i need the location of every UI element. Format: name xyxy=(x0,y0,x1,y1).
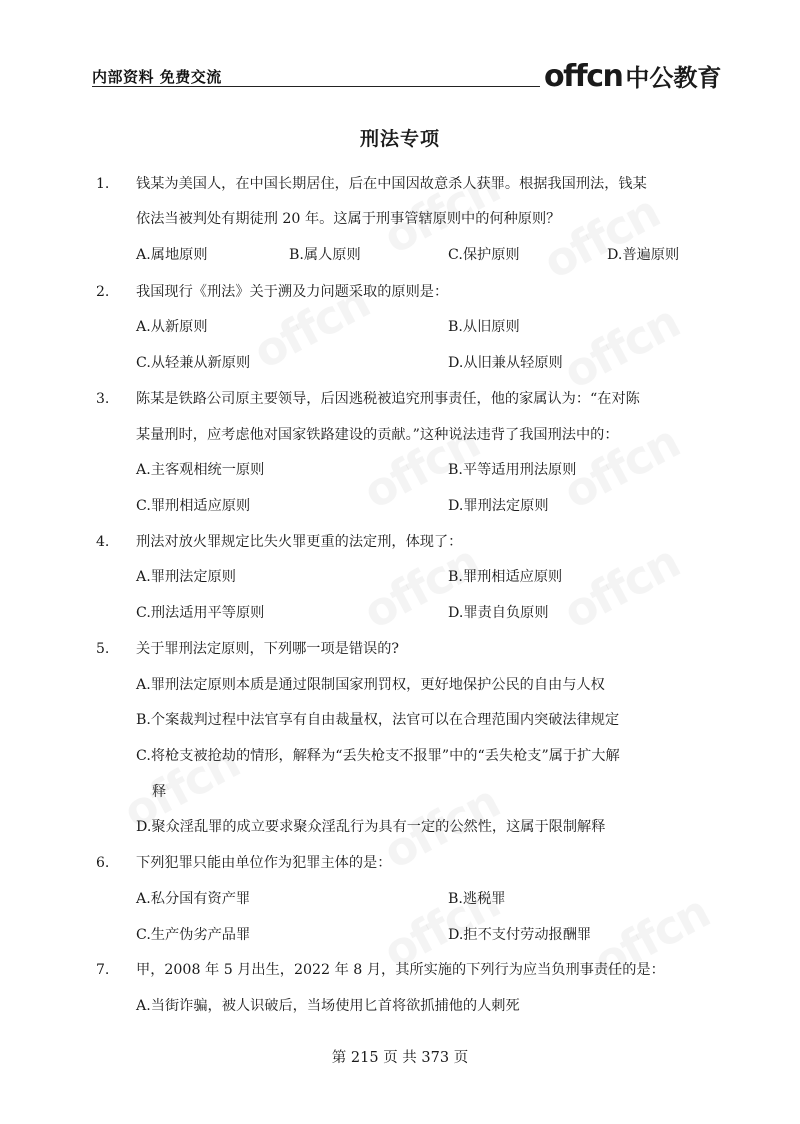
option-a: A.主客观相统一原则 xyxy=(136,462,265,478)
question-number: 3. xyxy=(96,391,110,407)
option-c: C.刑法适用平等原则 xyxy=(136,605,265,621)
option-b: B.属人原则 xyxy=(289,247,361,263)
option-b: B.平等适用刑法原则 xyxy=(448,462,577,478)
option-d: D.罪责自负原则 xyxy=(448,605,549,621)
question-stem: 刑法对放火罪规定比失火罪更重的法定刑，体现了： xyxy=(136,534,463,550)
logo-latin-text: offcn xyxy=(544,59,623,94)
question-stem: 陈某是铁路公司原主要领导，后因逃税被追究刑事责任，他的家属认为：“在对陈 xyxy=(136,391,640,407)
option-b: B.逃税罪 xyxy=(448,891,506,907)
option-b: B.从旧原则 xyxy=(448,319,520,335)
question-number: 2. xyxy=(96,284,110,300)
header-text: 内部资料 免费交流 xyxy=(92,68,222,86)
question-stem: 甲，2008 年 5 月出生，2022 年 8 月，其所实施的下列行为应当负刑事责任的是： xyxy=(136,962,665,978)
watermark xyxy=(534,185,667,290)
option-a: A.当街诈骗，被人识破后，当场使用匕首将欲抓捕他的人刺死 xyxy=(136,998,520,1014)
option-b: B.罪刑相适应原则 xyxy=(448,569,563,585)
header-divider xyxy=(92,86,540,87)
option-a: A.罪刑法定原则 xyxy=(136,569,236,585)
watermark xyxy=(554,295,687,400)
option-c: C.生产伪劣产品罪 xyxy=(136,927,251,943)
offcn-logo xyxy=(544,58,721,92)
option-d: D.普遍原则 xyxy=(607,247,680,263)
option-c: C.从轻兼从新原则 xyxy=(136,355,251,371)
option-a: A.从新原则 xyxy=(136,319,208,335)
question-stem: 某量刑时，应考虑他对国家铁路建设的贡献。”这种说法违背了我国刑法中的： xyxy=(136,427,619,443)
option-c: C.保护原则 xyxy=(448,247,520,263)
option-d: D.拒不支付劳动报酬罪 xyxy=(448,927,592,943)
option-c-continued: 释 xyxy=(152,784,167,800)
question-number: 7. xyxy=(96,962,110,978)
option-c: C.罪刑相适应原则 xyxy=(136,498,251,514)
option-a: A.私分国有资产罪 xyxy=(136,891,251,907)
option-d: D.罪刑法定原则 xyxy=(448,498,549,514)
question-number: 6. xyxy=(96,855,110,871)
watermark xyxy=(554,535,687,640)
question-stem: 钱某为美国人，在中国长期居住，后在中国因故意杀人获罪。根据我国刑法，钱某 xyxy=(136,176,647,192)
logo-chinese-text: 中公教育 xyxy=(625,64,722,92)
option-d: D.从旧兼从轻原则 xyxy=(448,355,563,371)
question-number: 1. xyxy=(96,176,110,192)
page-title: 刑法专项 xyxy=(359,128,440,150)
question-stem: 我国现行《刑法》关于溯及力问题采取的原则是： xyxy=(136,284,449,300)
question-stem: 下列犯罪只能由单位作为犯罪主体的是： xyxy=(136,855,392,871)
option-a: A.罪刑法定原则本质是通过限制国家刑罚权，更好地保护公民的自由与人权 xyxy=(136,677,605,693)
option-c: C.将枪支被抢劫的情形，解释为“丢失枪支不报罪”中的“丢失枪支”属于扩大解 xyxy=(136,748,620,764)
question-stem: 关于罪刑法定原则，下列哪一项是错误的? xyxy=(136,641,399,657)
question-number: 4. xyxy=(96,534,110,550)
option-a: A.属地原则 xyxy=(136,247,208,263)
page-number: 第 215 页 共 373 页 xyxy=(331,1050,469,1066)
option-d: D.聚众淫乱罪的成立要求聚众淫乱行为具有一定的公然性，这属于限制解释 xyxy=(136,819,606,835)
question-stem: 依法当被判处有期徒刑 20 年。这属于刑事管辖原则中的何种原则？ xyxy=(136,211,561,227)
option-b: B.个案裁判过程中法官享有自由裁量权，法官可以在合理范围内突破法律规定 xyxy=(136,712,620,728)
question-number: 5. xyxy=(96,641,110,657)
